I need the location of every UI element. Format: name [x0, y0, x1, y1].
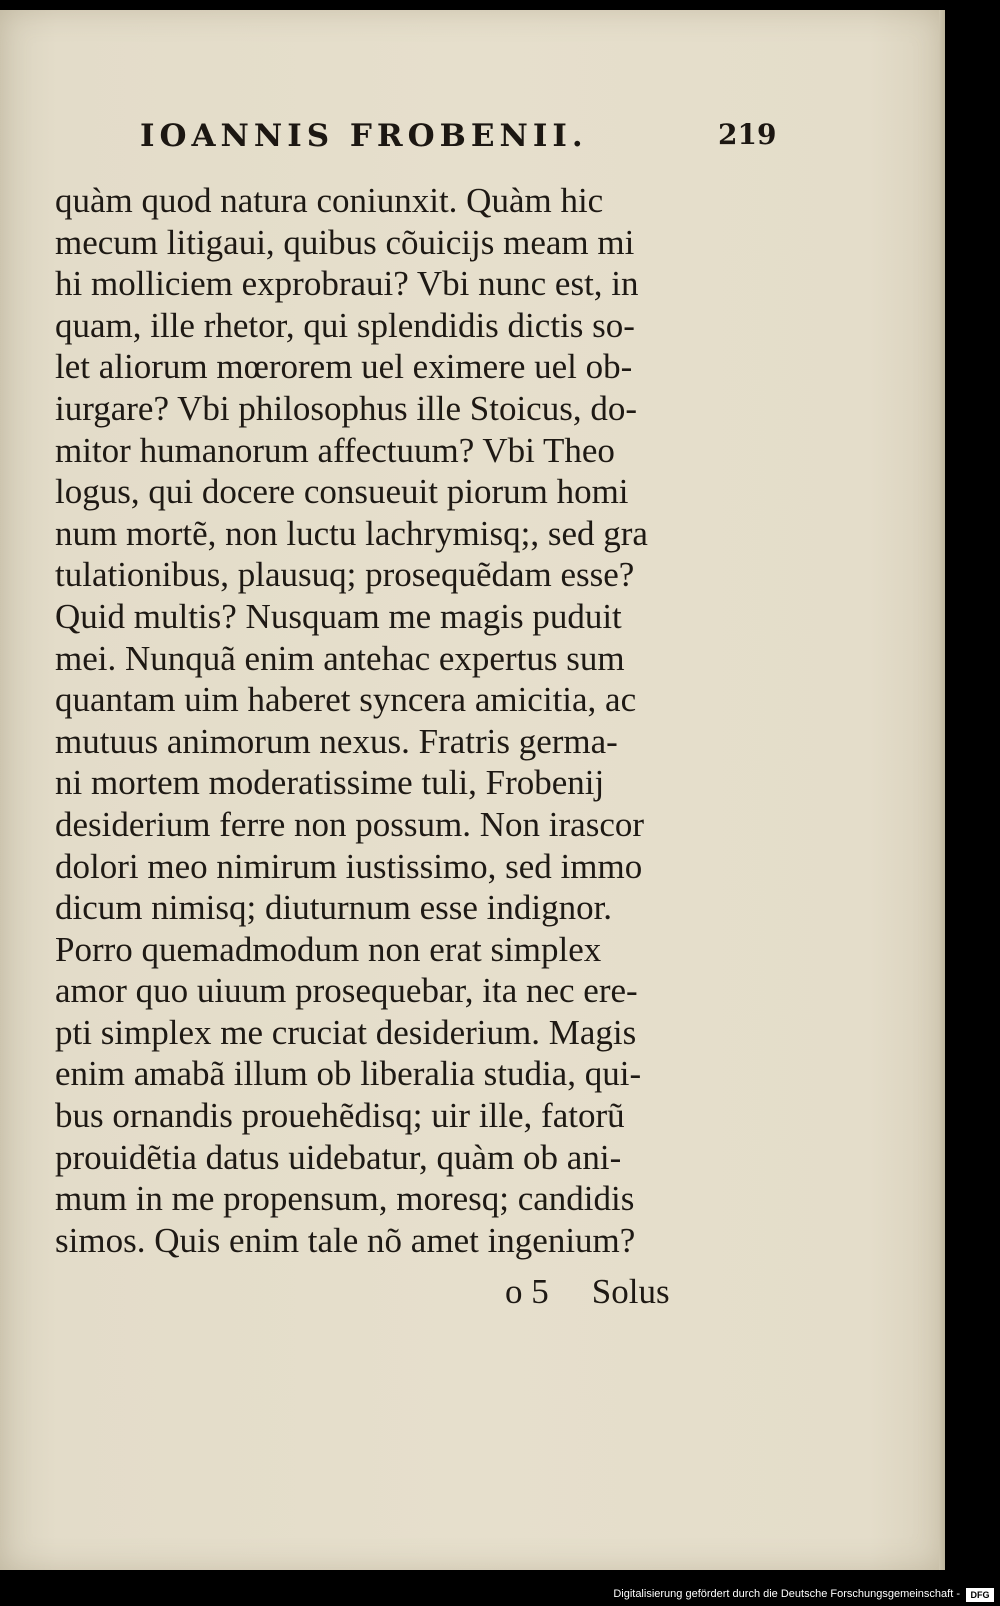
- folio-number: 219: [718, 118, 777, 151]
- text-line: num mortẽ, non luctu lachrymisq;, sed gra: [55, 513, 648, 553]
- text-line: amor quo uiuum prosequebar, ita nec ere-: [55, 971, 638, 1011]
- text-line: quam, ille rhetor, qui splendidis dictis so-: [55, 305, 635, 345]
- footer-credit: Digitalisierung gefördert durch die Deutsche Forschungsgemeinschaft -: [613, 1588, 960, 1600]
- text-line: mum in me propensum, moresq; candidis: [55, 1179, 635, 1219]
- text-line: let aliorum mœrorem uel eximere uel ob-: [55, 347, 633, 387]
- text-line: Quid multis? Nusquam me magis puduit: [55, 596, 622, 636]
- text-line: mitor humanorum affectuum? Vbi Theo: [55, 430, 615, 470]
- book-page: [0, 10, 945, 1570]
- text-line: dicum nimisq; diuturnum esse indignor.: [55, 888, 613, 928]
- text-line: mecum litigaui, quibus cõuicijs meam mi: [55, 222, 635, 262]
- text-line: quàm quod natura coniunxit. Quàm hic: [55, 181, 604, 220]
- text-line: tulationibus, plausuq; prosequẽdam esse?: [55, 555, 635, 595]
- text-line: simos. Quis enim tale nõ amet ingenium?: [55, 1220, 636, 1260]
- dfg-logo-icon: DFG: [966, 1588, 994, 1602]
- text-line: bus ornandis prouehẽdisq; uir ille, fatorũ: [55, 1096, 625, 1136]
- body-text: [55, 180, 735, 1261]
- page-edge: [939, 10, 945, 1570]
- running-head: IOANNIS FROBENII.: [140, 118, 588, 154]
- text-line: dolori meo nimirum iustissimo, sed immo: [55, 846, 643, 886]
- text-line: iurgare? Vbi philosophus ille Stoicus, do-: [55, 388, 637, 428]
- text-line: Porro quemadmodum non erat simplex: [55, 929, 602, 969]
- text-line: ni mortem moderatissime tuli, Frobenij: [55, 763, 605, 803]
- text-line: mei. Nunquã enim antehac expertus sum: [55, 638, 625, 678]
- text-line: prouidẽtia datus uidebatur, quàm ob ani-: [55, 1137, 622, 1177]
- footer-bar: [0, 1586, 1000, 1606]
- text-line: hi molliciem exprobraui? Vbi nunc est, in: [55, 264, 639, 304]
- catchword: Solus: [591, 1272, 670, 1311]
- text-line: logus, qui docere consueuit piorum homi: [55, 472, 629, 512]
- signature-mark: o 5: [505, 1272, 549, 1311]
- text-line: mutuus animorum nexus. Fratris germa-: [55, 721, 618, 761]
- text-line: pti simplex me cruciat desiderium. Magis: [55, 1012, 637, 1052]
- text-line: enim amabã illum ob liberalia studia, qui-: [55, 1054, 642, 1094]
- text-line: quantam uim haberet syncera amicitia, ac: [55, 680, 637, 720]
- text-line: desiderium ferre non possum. Non irascor: [55, 804, 645, 844]
- signature-row: [505, 1272, 735, 1316]
